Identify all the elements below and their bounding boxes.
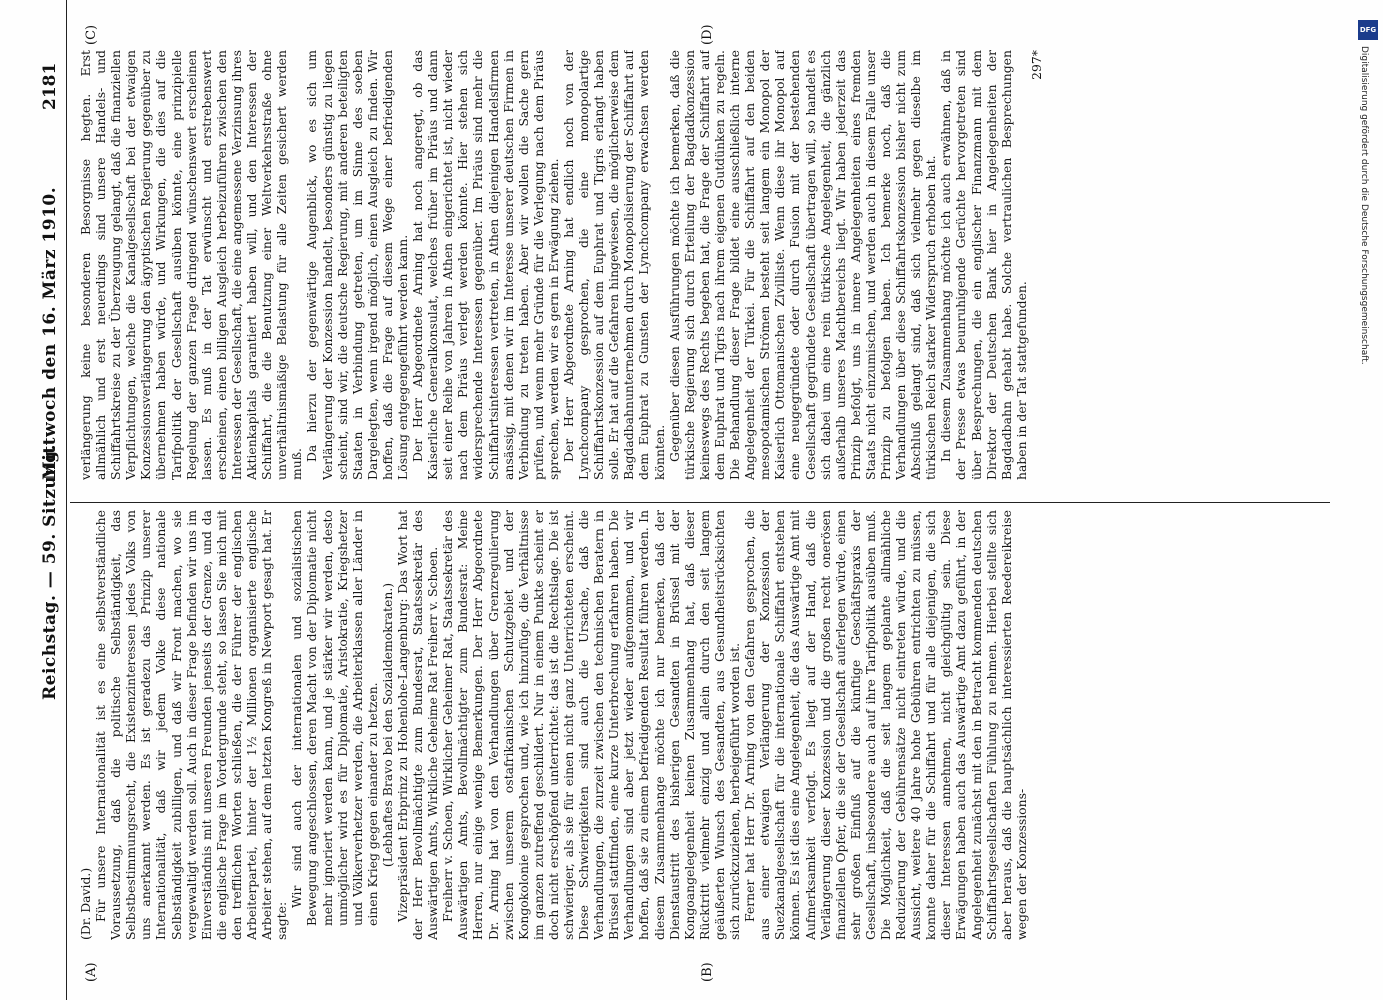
paragraph: Ferner hat Herr Dr. Arning von den Gefahren gesprochen, die aus einer etwaigen Verlängerung der Konzession der Suezkanalgesellschaft für die internationale Schiffahrt entstehen können. Es ist dies eine Angelegenheit, die das Auswärtige Amt mit Aufmerksamkeit verfolgt. Es liegt auf der Hand, daß die Verlängerung dieser Konzession und die großen recht onerösen finanziellen Opfer, die sie der Gesellschaft auferlegen würde, einen sehr großen Einfluß auf die künftige Geschäftspraxis der Gesellschaft, insbesondere auch auf ihre Tarifpolitik ausüben muß. Die Möglichkeit, daß die seit langem geplante allmähliche Reduzierung der Gebührensätze nicht eintreten würde, und die Aussicht, weitere 40 Jahre hohe Gebühren entrichten zu müssen, konnte daher für die Schiffahrt und für alle diejenigen, die sich dieser Interessen annehmen, nicht gleichgültig sein. Diese Erwägungen haben auch das Auswärtige Amt dazu geführt, in der Angelegenheit zunächst mit den in Betracht kommenden deutschen Schiffahrtsgesellschaften Fühlung zu nehmen. Hierbei stellte sich aber heraus, daß die hauptsächlich interessierten Reedereikreise wegen der Konzessions-: [742, 510, 1029, 940]
paragraph: Gegenüber diesen Ausführungen möchte ich bemerken, daß die türkische Regierung sich durch Erteilung der Bagdadkonzession keineswegs des Rechts begeben hat, die Frage der Schiffahrt auf dem Euphrat und Tigris nach ihrem eigenen Gutdünken zu regeln. Die Behandlung dieser Frage bildet eine ausschließlich interne Angelegenheit der Türkei. Für die Schiffahrt auf den beiden mesopotamischen Strömen besteht seit langem ein Monopol der Kaiserlich Ottomanischen Zivilliste. Wenn diese ihr Monopol auf eine neugegründete oder durch Fusion mit der bestehenden Gesellschaft gegründete Gesellschaft übertragen will, so handelt es sich dabei um eine rein türkische Angelegenheit, die gänzlich außerhalb unseres Machtbereichs liegt. Wir haben jederzeit das Prinzip befolgt, uns in innere Angelegenheiten eines fremden Staats nicht einzumischen, und werden auch in diesem Falle unser Prinzip zu befolgen haben. Ich bemerke noch, daß die Verhandlungen über diese Schiffahrtskonzession bisher nicht zum Abschluß gelangt sind, daß sich vielmehr gegen dieselbe im türkischen Reich starker Widerspruch erhoben hat.: [666, 50, 939, 480]
right-column: [78, 50, 1328, 480]
digitization-stamp: [1355, 20, 1381, 980]
paragraph: Der Herr Abgeordnete Arning hat noch angeregt, ob das Kaiserliche Generalkonsulat, welches früher im Piräus und dann seit einer Reihe von Jahren in Athen eingerichtet ist, nicht wieder nach dem Piräus verlegt werden könnte. Hier stehen sich widersprechende Interessen gegenüber. Im Piräus sind mehr die Schiffahrtsinteressen vertreten, in Athen diejenigen Handelsfirmen ansässig, mit denen wir im Interesse unserer deutschen Firmen in Verbindung zu treten haben. Aber wir wollen die Sache gern prüfen, und wenn mehr Gründe für die Verlegung nach dem Piräus sprechen, werden wir es gern in Erwägung ziehen.: [410, 50, 561, 480]
paragraph: Vizepräsident Erbprinz zu Hohenlohe-Langenburg: Das Wort hat der Herr Bevollmächtigte zum Bundesrat, Staatssekretär des Auswärtigen Amts, Wirkliche Geheime Rat Freiherr v. Schoen.: [394, 510, 441, 940]
quote-paragraph: Wir sind auch der internationalen und sozialistischen Bewegung angeschlossen, deren Macht von der Diplomatie nicht mehr ignoriert werden kann, und je stärker wir werden, desto unmöglicher wird es für Diplomatie, Aristokratie, Kriegshetzer und Völkerverhetzer werden, die Arbeiterklassen aller Länder in einen Krieg gegen einander zu hetzen.: [289, 510, 380, 926]
margin-marker-b: (B): [700, 962, 715, 982]
paragraph: Für unsere Internationalität ist es eine selbstverständliche Voraussetzung, daß die politische Selbständigkeit, das Selbstbestimmungsrecht, die Existenzinteressen jedes Volks von uns anerkannt werden. Es ist geradezu das Prinzip unserer Internationalität, daß wir jedem Volke diese nationale Selbständigkeit zubilligen, und daß wir Front machen, wo sie vergewaltigt werden soll. Auch in dieser Frage befinden wir uns im Einverständnis mit unseren Freunden jenseits der Grenze, und da die englische Frage im Vordergrunde steht, so lassen Sie mich mit den trefflichen Worten schließen, die der Führer der englischen Arbeiterpartei, hinter der 1½ Millionen organisierte englische Arbeiter stehen, auf dem letzten Kongreß in Newport gesagt hat. Er sagte:: [93, 510, 290, 940]
header-left: Reichstag. — 59. Sitzung.: [40, 444, 60, 700]
paragraph: Freiherr v. Schoen, Wirklicher Geheimer Rat, Staatssekretär des Auswärtigen Amts, Bevollmächtigter zum Bundesrat: Meine Herren, nur einige wenige Bemerkungen. Der Herr Abgeordnete Dr. Arning hat von den Verhandlungen über Grenzregulierung zwischen unserem ostafrikanischen Schutzgebiet und der Kongokolonie gesprochen und, wie ich hinzufüge, die Verhältnisse im ganzen zutreffend geschildert. Nur in einem Punkte scheint er doch nicht erschöpfend unterrichtet: das ist die Rechtslage. Die ist schwieriger, als sie für einen nicht ganz Unterrichteten erscheint. Diese Schwierigkeiten sind auch die Ursache, daß die Verhandlungen, die zurzeit zwischen den technischen Beratern in Brüssel stattfinden, eine kurze Unterbrechung erfahren haben. Die Verhandlungen sind aber jetzt wieder aufgenommen, und wir hoffen, daß sie zu einem befriedigenden Resultat führen werden. In diesem Zusammenhange möchte ich nur bemerken, daß der Dienstaustritt des bisherigen Gesandten in Brüssel mit der Kongoangelegenheit keinen Zusammenhang hat, daß dieser Rücktritt vielmehr einzig und allein durch den seit langem geäußerten Wunsch des Gesandten, aus Gesundheitsrücksichten sich zurückzuziehen, herbeigeführt worden ist.: [440, 510, 743, 940]
margin-marker-c: (C): [84, 24, 99, 45]
speaker-tag: (Dr. David.): [78, 867, 93, 940]
header-date: Mittwoch den 16. März 1910.: [40, 186, 60, 480]
margin-marker-a: (A): [84, 962, 99, 982]
page-header: [0, 0, 64, 1000]
paragraph: Der Herr Abgeordnete Arning hat endlich noch von der Lynchcompany gesprochen, die eine monopolartige Schiffahrtskonzession auf dem Euphrat und Tigris erlangt haben solle. Er hat auf die Gefahren hingewiesen, die möglicherweise dem Bagdadbahnunternehmen durch Monopolisierung der Schiffahrt auf dem Euphrat zu Gunsten der Lynchcompany erwachsen werden könnten.: [561, 50, 667, 480]
applause-note: (Lebhaftes Bravo bei den Sozialdemokraten.): [379, 582, 395, 868]
paragraph: Da hierzu der gegenwärtige Augenblick, wo es sich um Verlängerung der Konzession handelt, besonders günstig zu liegen scheint, sind wir, die deutsche Regierung, mit anderen beteiligten Staaten in Verbindung getreten, um im Sinne des soeben Dargelegten, wenn irgend möglich, einen Ausgleich zu finden. Wir hoffen, daß die Frage auf diesem Wege einer befriedigenden Lösung entgegengeführt werden kann.: [304, 50, 410, 480]
left-column: [78, 510, 1328, 940]
page-number: 2181: [40, 62, 60, 110]
sheet-mark: 297*: [1028, 50, 1044, 80]
digitization-credit: Digitalisierung gefördert durch die Deutsche Forschungsgemeinschaft.: [1359, 46, 1369, 365]
paragraph: verlängerung keine besonderen Besorgnisse hegten. Erst allmählich und erst neuerdings sind unsere Handels- und Schiffahrtskreise zu der Überzeugung gelangt, daß die finanziellen Verpflichtungen, welche die Kanalgesellschaft bei der etwaigen Konzessionsverlängerung den ägyptischen Regierung gegenüber zu übernehmen haben würde, und Wirkungen, die dies auf die Tarifpolitik der Gesellschaft ausüben könnte, eine prinzipielle Regelung der ganzen Frage dringend wünschenswert erscheinen lassen. Es muß in der Tat erwünscht und erstrebenswert erscheinen, einen billigen Ausgleich herbeizuführen zwischen den Interessen der Gesellschaft, die eine angemessene Verzinsung ihres Aktienkapitals garantiert haben will, und den Interessen der Schiffahrt, die die Benutzung einer Weltverkehrsstraße ohne unverhältnismäßige Belastung für alle Zeiten gesichert werden muß.: [78, 50, 305, 480]
header-rule: [66, 0, 67, 1000]
column-separator: [70, 502, 1330, 503]
dfg-logo-icon: DFG: [1358, 20, 1378, 40]
margin-marker-d: (D): [700, 24, 715, 45]
paragraph: In diesem Zusammenhang möchte ich auch erwähnen, daß in der Presse etwas beunruhigende Gerüchte hervorgetreten sind über Besprechungen, die ein englischer Finanzmann mit dem Direktor der Deutschen Bank hier in Angelegenheiten der Bagdadbahn gehabt habe. Solche vertraulichen Besprechungen haben in der Tat stattgefunden.: [938, 50, 1029, 480]
